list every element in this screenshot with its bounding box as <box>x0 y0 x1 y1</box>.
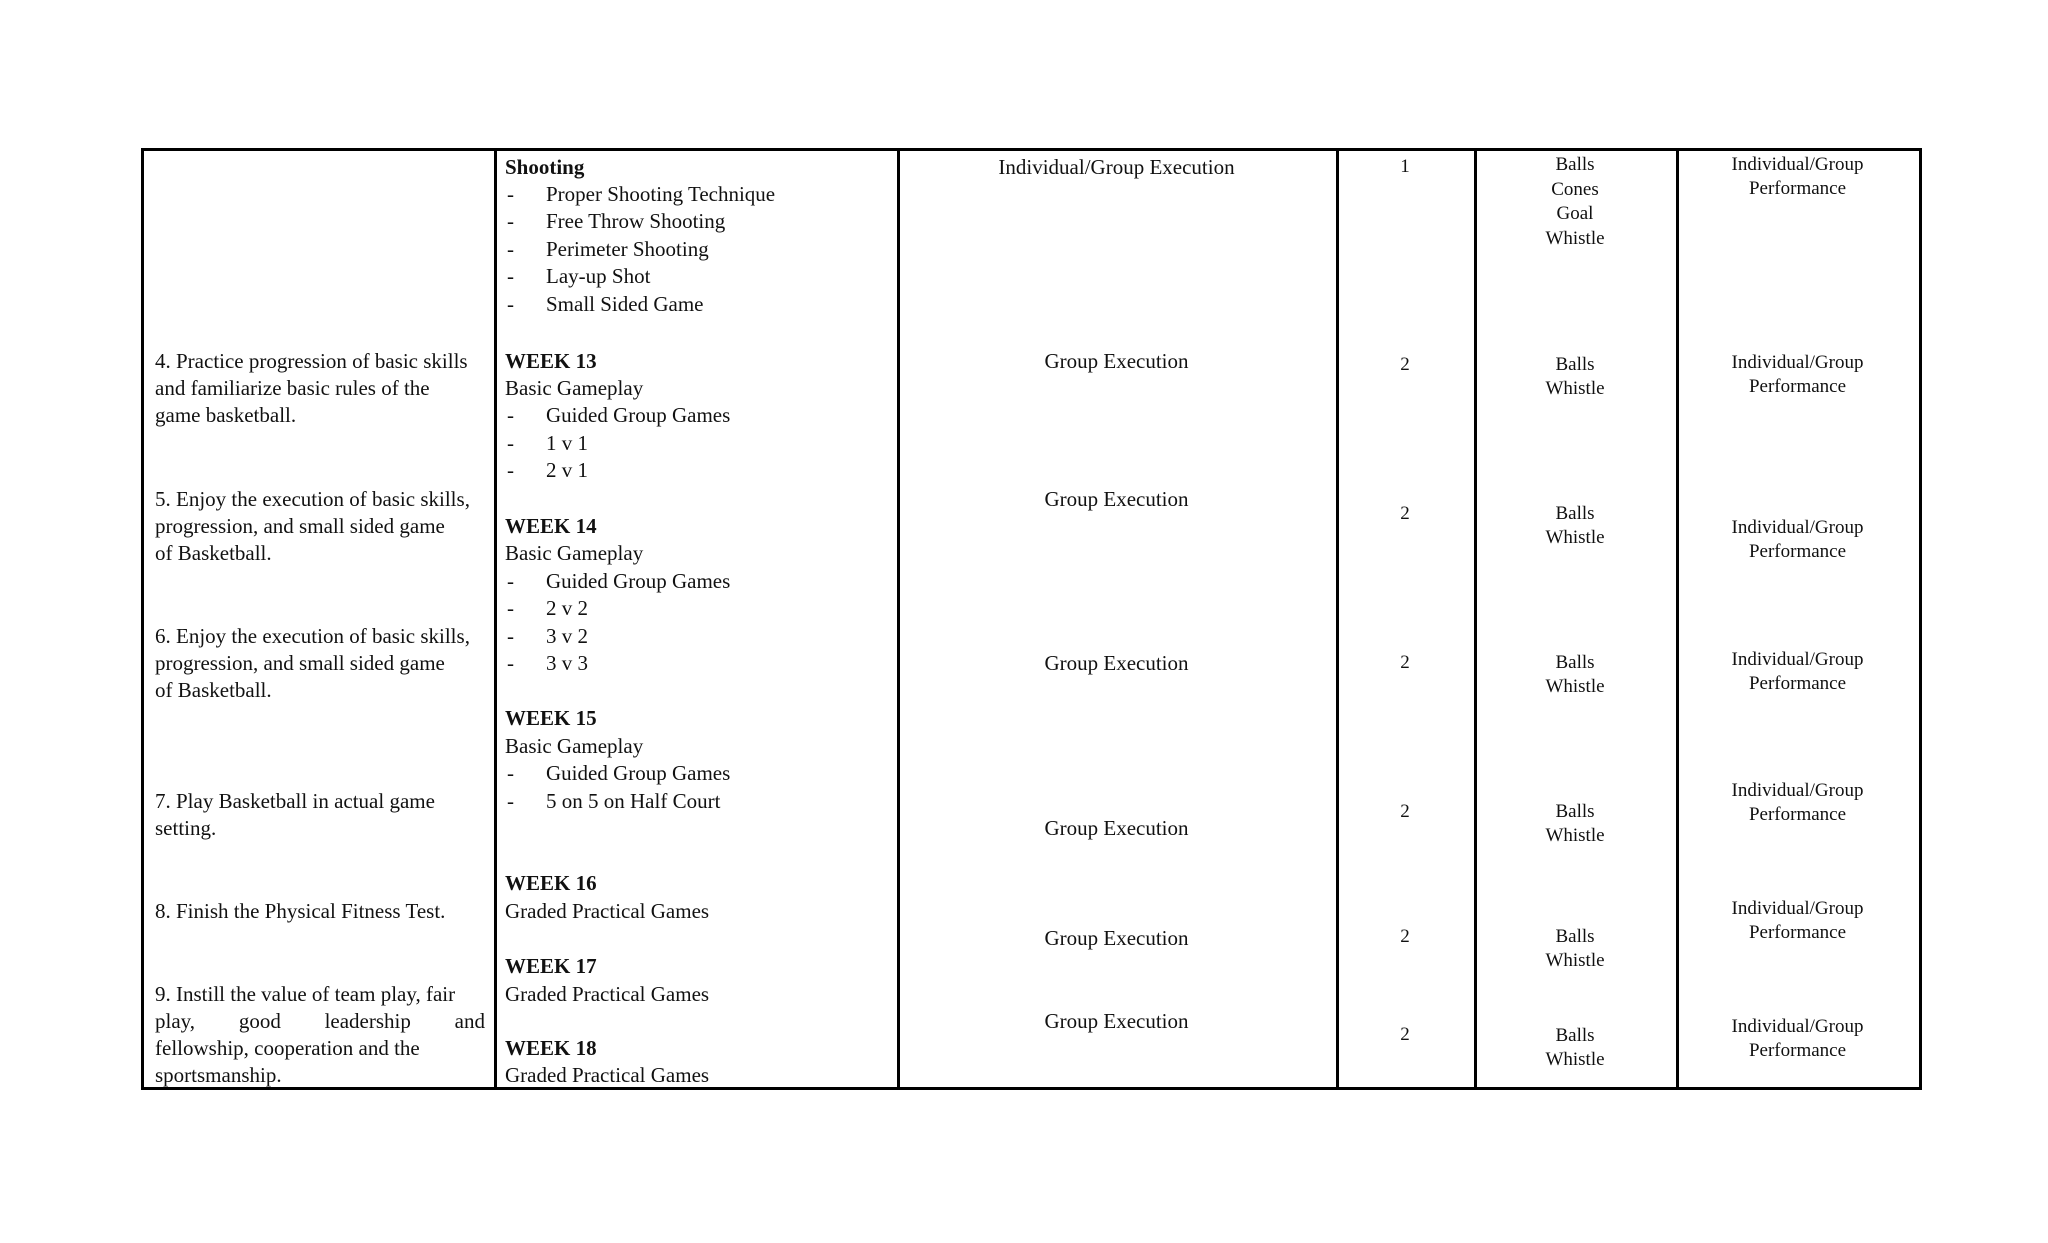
objective-5-line-1: 5. Enjoy the execution of basic skills, <box>155 487 470 511</box>
week-13-item: 1 v 1 <box>546 431 588 455</box>
shooting-item: Proper Shooting Technique <box>546 182 776 206</box>
objective-9-line-2 <box>155 1011 485 1032</box>
shooting-item: Free Throw Shooting <box>546 209 726 233</box>
objective-5-line-2: progression, and small sided game <box>155 514 445 538</box>
objective-6-line-1: 6. Enjoy the execution of basic skills, <box>155 624 470 648</box>
bullet-dash: - <box>507 292 514 316</box>
week-13-topic: Basic Gameplay <box>505 376 644 400</box>
activity-cell: Group Execution <box>1044 816 1189 840</box>
week-15-topic: Basic Gameplay <box>505 734 644 758</box>
hours-cell: 2 <box>1400 354 1410 375</box>
activities-column <box>897 151 1339 1087</box>
week-15-item: Guided Group Games <box>546 761 731 785</box>
material-item: Balls <box>1555 926 1595 947</box>
material-item: Balls <box>1555 503 1595 524</box>
shooting-title: Shooting <box>505 155 585 179</box>
week-15-item: 5 on 5 on Half Court <box>546 789 721 813</box>
week-14-item: 3 v 3 <box>546 651 588 675</box>
objective-9-line-3: fellowship, cooperation and the <box>155 1036 420 1060</box>
objective-9-word: leadership <box>324 1009 411 1033</box>
assessment-line: Individual/Group <box>1731 1016 1864 1037</box>
material-item: Whistle <box>1545 950 1605 971</box>
bullet-dash: - <box>507 264 514 288</box>
bullet-dash: - <box>507 237 514 261</box>
hours-cell: 2 <box>1400 652 1410 673</box>
bullet-dash: - <box>507 209 514 233</box>
hours-cell: 2 <box>1400 503 1410 524</box>
week-16-topic: Graded Practical Games <box>505 899 710 923</box>
objective-7-line-1: 7. Play Basketball in actual game <box>155 789 435 813</box>
assessment-line: Performance <box>1748 673 1847 694</box>
activity-cell: Group Execution <box>1044 651 1189 675</box>
material-item: Whistle <box>1545 378 1605 399</box>
activity-cell: Individual/Group Execution <box>998 155 1235 179</box>
week-14-item: Guided Group Games <box>546 569 731 593</box>
assessment-line: Individual/Group <box>1731 898 1864 919</box>
bullet-dash: - <box>507 789 514 813</box>
hours-cell: 2 <box>1400 1024 1410 1045</box>
material-item: Whistle <box>1545 676 1605 697</box>
week-14-title: WEEK 14 <box>505 514 597 538</box>
objective-6-line-2: progression, and small sided game <box>155 651 445 675</box>
bullet-dash: - <box>507 182 514 206</box>
bullet-dash: - <box>507 651 514 675</box>
hours-cell: 2 <box>1400 926 1410 947</box>
bullet-dash: - <box>507 624 514 648</box>
bullet-dash: - <box>507 403 514 427</box>
material-item: Whistle <box>1545 228 1605 249</box>
material-item: Balls <box>1555 801 1595 822</box>
hours-column <box>1336 151 1477 1087</box>
shooting-item: Perimeter Shooting <box>546 237 709 261</box>
week-16-title: WEEK 16 <box>505 871 597 895</box>
objective-9-line-1: 9. Instill the value of team play, fair <box>155 982 456 1006</box>
bullet-dash: - <box>507 458 514 482</box>
assessment-line: Individual/Group <box>1731 517 1864 538</box>
activity-cell: Group Execution <box>1044 926 1189 950</box>
week-17-topic: Graded Practical Games <box>505 982 710 1006</box>
syllabus-table <box>141 148 1922 1090</box>
material-item: Whistle <box>1545 527 1605 548</box>
material-item: Balls <box>1555 1025 1595 1046</box>
bullet-dash: - <box>507 596 514 620</box>
week-14-item: 2 v 2 <box>546 596 588 620</box>
week-14-topic: Basic Gameplay <box>505 541 644 565</box>
objective-9-word: play, <box>155 1009 196 1033</box>
material-item: Whistle <box>1545 825 1605 846</box>
assessment-line: Individual/Group <box>1731 352 1864 373</box>
objective-5-line-3: of Basketball. <box>155 541 272 565</box>
assessment-line: Performance <box>1748 1040 1847 1061</box>
objective-4-line-1: 4. Practice progression of basic skills <box>155 349 468 373</box>
objective-4-line-2: and familiarize basic rules of the <box>155 376 430 400</box>
shooting-item: Lay-up Shot <box>546 264 651 288</box>
bullet-dash: - <box>507 761 514 785</box>
week-13-title: WEEK 13 <box>505 349 597 373</box>
hours-cell: 1 <box>1400 156 1410 177</box>
objective-9-line-4: sportsmanship. <box>155 1063 282 1087</box>
assessment-column <box>1676 151 1919 1087</box>
assessment-line: Individual/Group <box>1731 649 1864 670</box>
assessment-line: Individual/Group <box>1731 780 1864 801</box>
material-item: Cones <box>1551 179 1599 200</box>
activity-cell: Group Execution <box>1044 349 1189 373</box>
week-18-topic: Graded Practical Games <box>505 1063 710 1087</box>
material-item: Balls <box>1555 652 1595 673</box>
bullet-dash: - <box>507 431 514 455</box>
material-item: Whistle <box>1545 1049 1605 1070</box>
activity-cell: Group Execution <box>1044 487 1189 511</box>
shooting-item: Small Sided Game <box>546 292 704 316</box>
assessment-line: Performance <box>1748 922 1847 943</box>
material-item: Balls <box>1555 154 1595 175</box>
week-13-item: 2 v 1 <box>546 458 588 482</box>
week-14-item: 3 v 2 <box>546 624 588 648</box>
week-15-title: WEEK 15 <box>505 706 597 730</box>
material-item: Balls <box>1555 354 1595 375</box>
objective-7-line-2: setting. <box>155 816 217 840</box>
activity-cell: Group Execution <box>1044 1009 1189 1033</box>
objectives-column <box>144 151 497 1087</box>
materials-column <box>1474 151 1679 1087</box>
material-item: Goal <box>1556 203 1594 224</box>
assessment-line: Performance <box>1748 804 1847 825</box>
assessment-line: Performance <box>1748 178 1847 199</box>
week-17-title: WEEK 17 <box>505 954 597 978</box>
objective-4-line-3: game basketball. <box>155 403 297 427</box>
objective-9-word: and <box>454 1009 485 1033</box>
bullet-dash: - <box>507 569 514 593</box>
hours-cell: 2 <box>1400 801 1410 822</box>
assessment-line: Performance <box>1748 376 1847 397</box>
assessment-line: Performance <box>1748 541 1847 562</box>
objective-8-line-1: 8. Finish the Physical Fitness Test. <box>155 899 446 923</box>
objective-6-line-3: of Basketball. <box>155 678 272 702</box>
content-column <box>494 151 900 1087</box>
objective-9-word: good <box>238 1009 281 1033</box>
week-18-title: WEEK 18 <box>505 1036 597 1060</box>
assessment-line: Individual/Group <box>1731 154 1864 175</box>
week-13-item: Guided Group Games <box>546 403 731 427</box>
